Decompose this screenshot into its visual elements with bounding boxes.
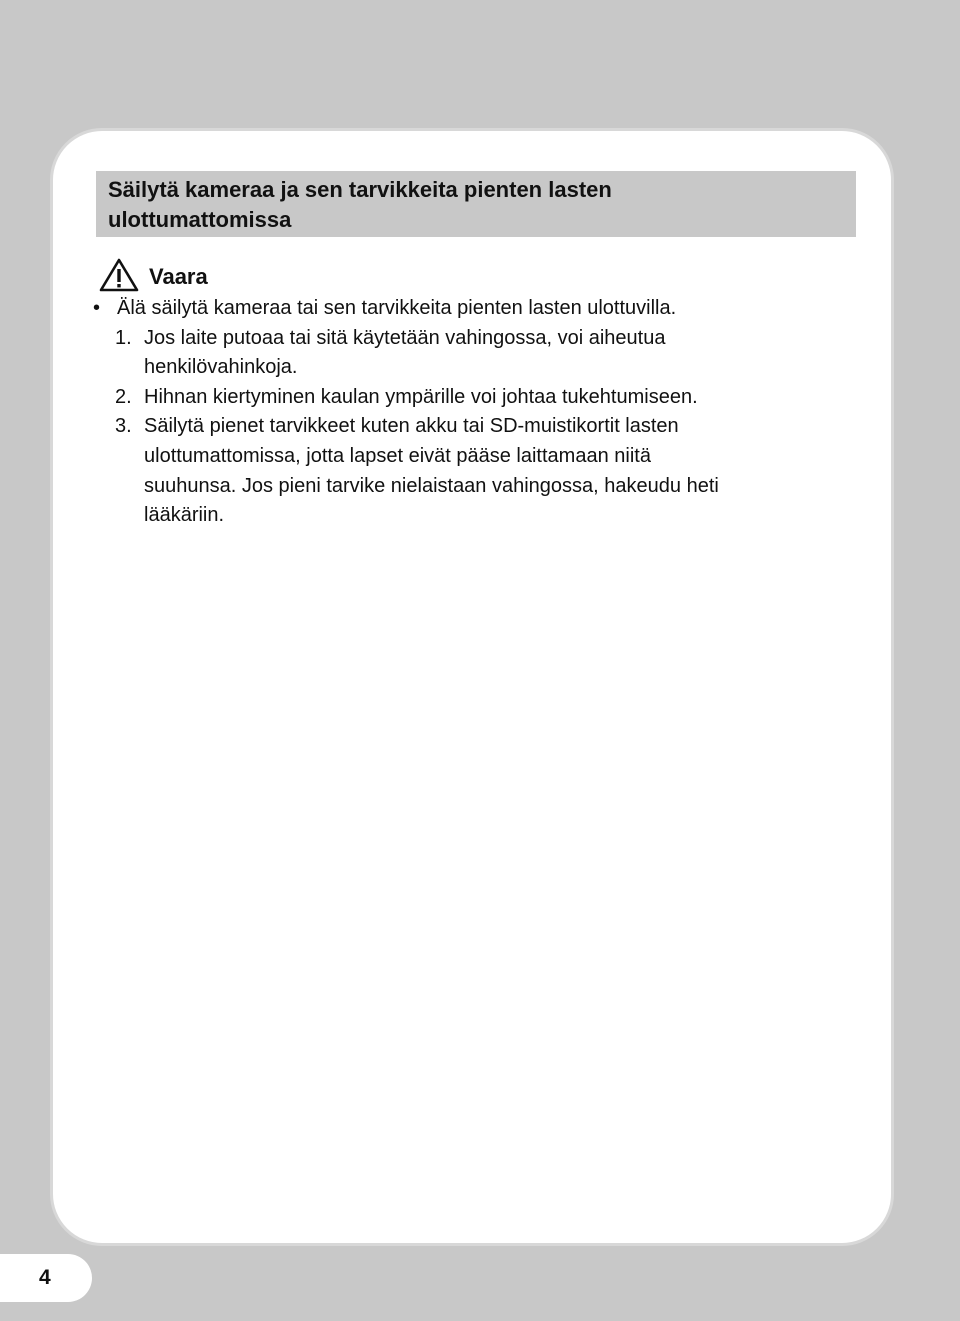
numbered-item-1 xyxy=(93,324,853,383)
item-line: Hihnan kiertyminen kaulan ympärille voi johtaa tukehtumiseen. xyxy=(144,385,698,408)
item-number: 3. xyxy=(115,415,132,438)
warning-header xyxy=(99,257,208,293)
content-panel xyxy=(50,128,894,1246)
page-number: 4 xyxy=(39,1266,51,1289)
section-title-line-2: ulottumattomissa xyxy=(108,207,292,232)
item-line: suuhunsa. Jos pieni tarvike nielaistaan vahingossa, hakeudu heti xyxy=(144,474,719,497)
item-number: 2. xyxy=(115,385,132,408)
item-line: Jos laite putoaa tai sitä käytetään vahingossa, voi aiheutua xyxy=(144,326,666,349)
warning-label: Vaara xyxy=(149,264,208,289)
item-line: ulottumattomissa, jotta lapset eivät pääse laittamaan niitä xyxy=(144,444,651,467)
item-number: 1. xyxy=(115,326,132,349)
numbered-item-2 xyxy=(93,383,853,413)
section-title-line-1: Säilytä kameraa ja sen tarvikkeita pienten lasten xyxy=(108,177,612,202)
numbered-item-3 xyxy=(93,412,853,530)
bullet-text: Älä säilytä kameraa tai sen tarvikkeita pienten lasten ulottuvilla. xyxy=(117,297,677,319)
item-line: henkilövahinkoja. xyxy=(144,356,298,379)
bullet-item xyxy=(93,294,853,324)
bullet-marker: • xyxy=(93,297,101,319)
section-heading xyxy=(96,171,856,237)
item-line: lääkäriin. xyxy=(144,504,225,527)
warning-text xyxy=(93,294,853,531)
page-number-tab xyxy=(0,1254,92,1302)
warning-triangle-icon xyxy=(99,258,139,292)
item-line: Säilytä pienet tarvikkeet kuten akku tai SD-muistikortit lasten xyxy=(144,415,679,438)
